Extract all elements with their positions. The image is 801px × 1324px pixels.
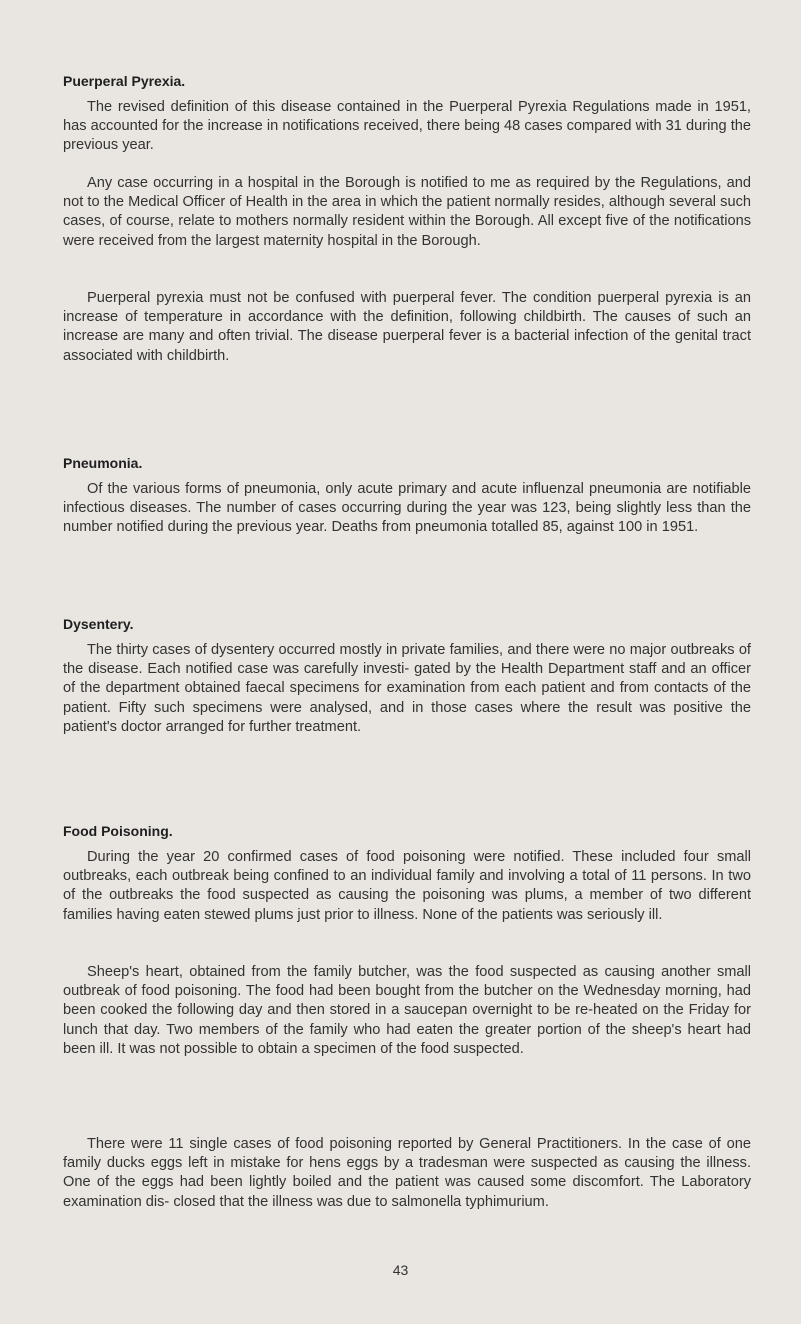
- paragraph: Any case occurring in a hospital in the Borough is notified to me as required by the Regulations, and not to the Medical Officer of Health in the area in which the patient normally resides, although several such cases, of course, relate to mothers normally resident within the Borough. All except five of the notifications were received from the largest maternity hospital in the Borough.: [63, 175, 751, 249]
- paragraph: There were 11 single cases of food poisoning reported by General Practitioners. In the case of one family ducks eggs left in mistake for hens eggs by a tradesman were suspected as causing the illness. One of the eggs had been lightly boiled and the patient was caused some discomfort. The Laboratory examination dis- closed that the illness was due to salmonella typhimurium.: [63, 1136, 751, 1210]
- paragraph: Of the various forms of pneumonia, only acute primary and acute influenzal pneumonia are notifiable infectious diseases. The number of cases occurring during the year was 123, being slightly less than the number notified during the previous year. Deaths from pneumonia totalled 85, against 100 in 1951.: [63, 481, 751, 536]
- section-heading-dysentery: Dysentery.: [63, 616, 134, 632]
- page-number: 43: [392, 1262, 409, 1278]
- paragraph: The thirty cases of dysentery occurred mostly in private families, and there were no major outbreaks of the disease. Each notified case was carefully investi- gated by the Health Department staff and an officer of the department obtained faecal specimens for examination from each patient and from contacts of the patient. Fifty such specimens were analysed, and in those cases where the result was positive the patient's doctor arranged for further treatment.: [63, 642, 751, 735]
- section-heading-puerperal-pyrexia: Puerperal Pyrexia.: [63, 73, 186, 89]
- paragraph: The revised definition of this disease contained in the Puerperal Pyrexia Regulations made in 1951, has accounted for the increase in notifications received, there being 48 cases compared with 31 during the previous year.: [63, 99, 751, 154]
- paragraph: Puerperal pyrexia must not be confused with puerperal fever. The condition puerperal pyrexia is an increase of temperature in accordance with the definition, following childbirth. The causes of such an increase are many and often trivial. The disease puerperal fever is a bacterial infection of the genital tract associated with childbirth.: [63, 290, 751, 364]
- paragraph: During the year 20 confirmed cases of food poisoning were notified. These included four small outbreaks, each outbreak being confined to an individual family and involving a total of 11 persons. In two of the outbreaks the food suspected as causing the poisoning was plums, a member of two different families having eaten stewed plums just prior to illness. None of the patients was seriously ill.: [63, 849, 751, 923]
- section-heading-food-poisoning: Food Poisoning.: [63, 823, 173, 839]
- section-heading-pneumonia: Pneumonia.: [63, 455, 143, 471]
- paragraph: Sheep's heart, obtained from the family butcher, was the food suspected as causing another small outbreak of food poisoning. The food had been bought from the butcher on the Wednesday morning, had been cooked the following day and then stored in a saucepan overnight to be re-heated on the Friday for lunch that day. Two members of the family who had eaten the greater portion of the sheep's heart had been ill. It was not possible to obtain a specimen of the food suspected.: [63, 964, 751, 1057]
